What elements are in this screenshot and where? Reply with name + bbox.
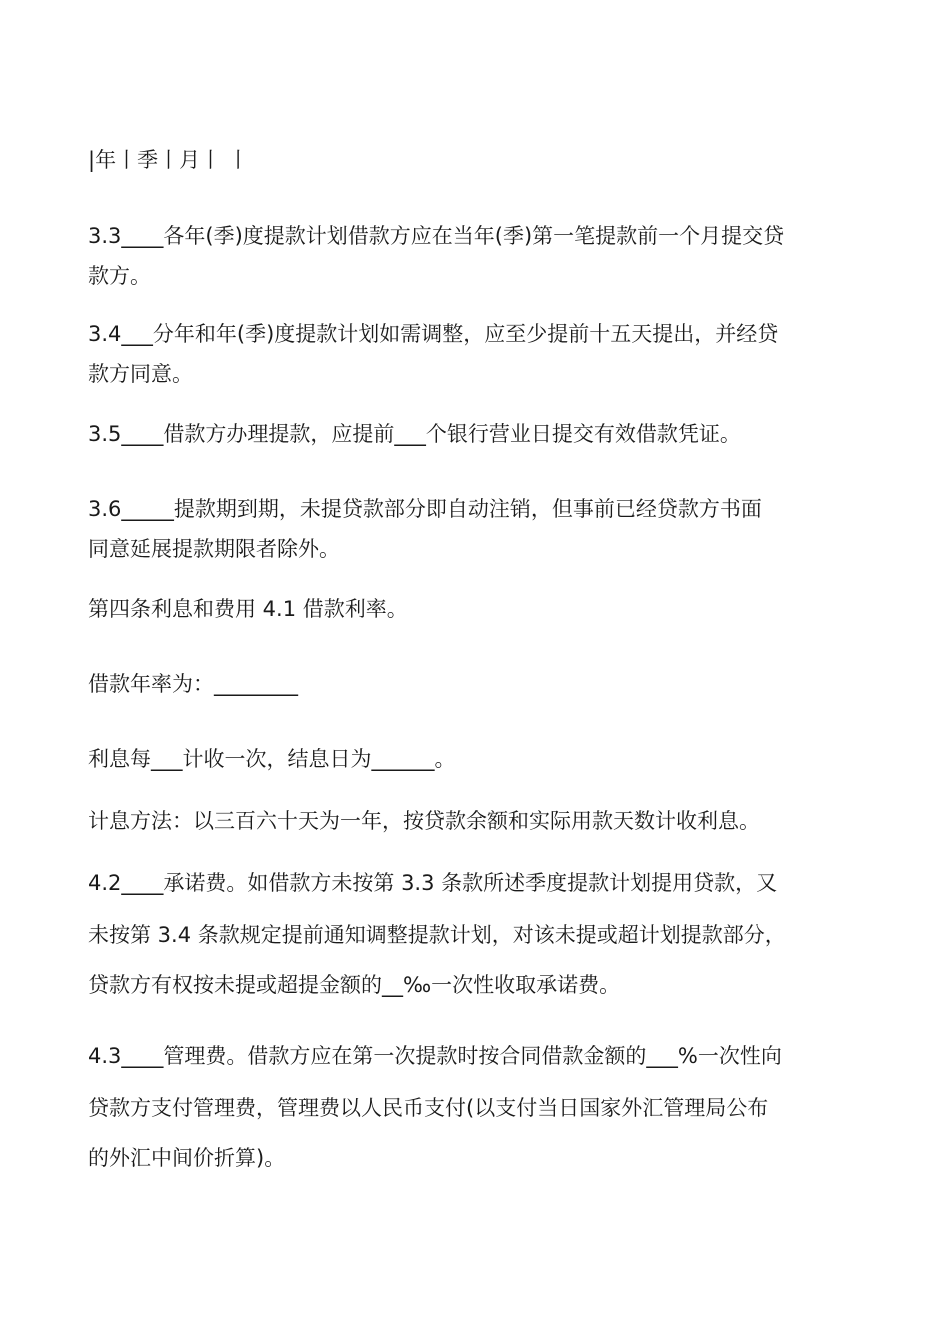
clause-4-2-line-1: 4.2____承诺费。如借款方未按第 3.3 条款所述季度提款计划提用贷款，又 [88,871,778,895]
clause-4-2-line-3: 贷款方有权按未提或超提金额的__‰一次性收取承诺费。 [88,973,621,997]
clause-3-4-line-2: 款方同意。 [88,362,193,386]
clause-3-6-line-2: 同意延展提款期限者除外。 [88,537,340,561]
annual-rate-text: 借款年率为：________ [88,672,298,696]
clause-3-6 [88,489,878,569]
table-header-text: |年丨季丨月丨 丨 [88,148,249,172]
clause-3-3 [88,216,878,296]
clause-3-3-line-1: 3.3____各年(季)度提款计划借款方应在当年(季)第一笔提款前一个月提交贷 [88,224,785,248]
clause-4-3-line-2: 贷款方支付管理费，管理费以人民币支付(以支付当日国家外汇管理局公布 [88,1096,769,1120]
article-4-heading-text: 第四条利息和费用 4.1 借款利率。 [88,597,408,621]
clause-3-5 [88,414,878,454]
clause-3-5-line-1: 3.5____借款方办理提款，应提前___个银行营业日提交有效借款凭证。 [88,422,741,446]
clause-4-3-line-3: 的外汇中间价折算)。 [88,1146,286,1170]
clause-4-2 [88,863,878,1005]
interest-text: 利息每___计收一次，结息日为______。 [88,747,456,771]
interest-method-line [88,801,878,841]
clause-3-6-line-1: 3.6_____提款期到期，未提贷款部分即自动注销，但事前已经贷款方书面 [88,497,762,521]
clause-4-2-line-2: 未按第 3.4 条款规定提前通知调整提款计划，对该未提或超计划提款部分， [88,923,786,947]
annual-rate-line [88,664,878,704]
article-4-heading [88,589,878,629]
clause-4-3 [88,1036,878,1178]
clause-3-4-line-1: 3.4___分年和年(季)度提款计划如需调整，应至少提前十五天提出，并经贷 [88,322,779,346]
clause-3-4 [88,314,878,394]
clause-3-3-line-2: 款方。 [88,264,151,288]
table-header-row [88,140,878,180]
interest-method-text: 计息方法：以三百六十天为一年，按贷款余额和实际用款天数计收利息。 [88,809,760,833]
clause-4-3-line-1: 4.3____管理费。借款方应在第一次提款时按合同借款金额的___%一次性向 [88,1044,782,1068]
interest-line [88,739,878,779]
